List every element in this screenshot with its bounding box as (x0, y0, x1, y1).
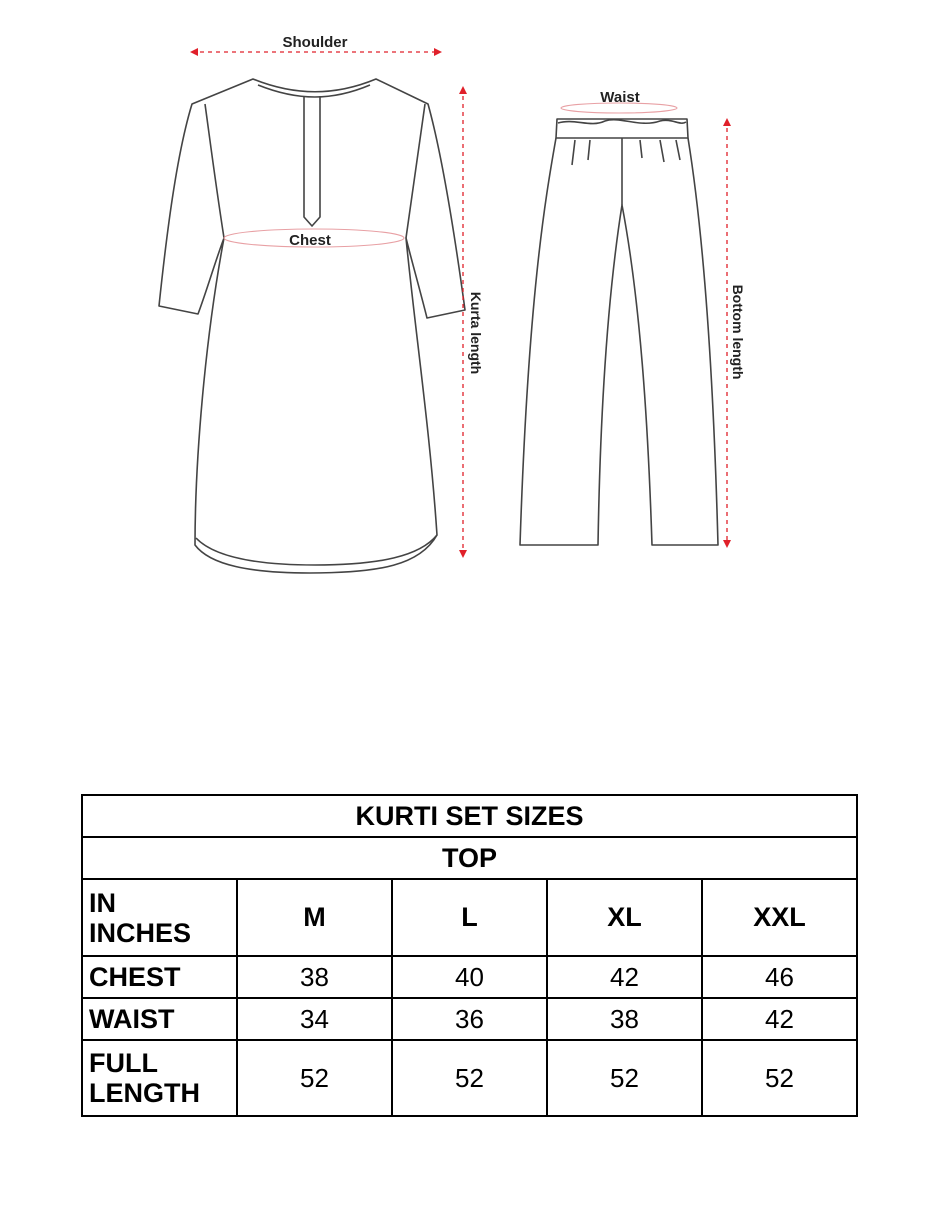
table-row (82, 956, 857, 998)
table-cell: 42 (547, 956, 702, 998)
size-header: L (392, 879, 547, 956)
table-cell: 52 (547, 1040, 702, 1116)
garment-diagram (0, 0, 936, 600)
size-chart-table (81, 794, 858, 1117)
size-header: XL (547, 879, 702, 956)
unit-corner-label (82, 879, 237, 956)
table-cell: 52 (702, 1040, 857, 1116)
table-cell: 38 (547, 998, 702, 1040)
chest-label: Chest (289, 232, 331, 249)
table-cell: 38 (237, 956, 392, 998)
table-title: KURTI SET SIZES (82, 795, 857, 837)
bottom-drawing (520, 119, 718, 545)
measurement-lines (192, 52, 727, 556)
table-row (82, 1040, 857, 1116)
table-cell: 34 (237, 998, 392, 1040)
measurement-ellipses (224, 103, 677, 247)
unit-label-text: IN INCHES (89, 887, 192, 948)
table-title-row (82, 795, 857, 837)
kurta-length-label: Kurta length (468, 291, 484, 375)
table-subtitle-row (82, 837, 857, 879)
waist-label: Waist (600, 89, 640, 106)
table-cell: 36 (392, 998, 547, 1040)
size-header-row (82, 879, 857, 956)
table-cell: 40 (392, 956, 547, 998)
table-row (82, 998, 857, 1040)
row-label (82, 1040, 237, 1116)
table-cell: 52 (237, 1040, 392, 1116)
shoulder-label: Shoulder (282, 34, 348, 51)
row-label: CHEST (82, 956, 237, 998)
table-cell: 42 (702, 998, 857, 1040)
bottom-length-label: Bottom length (730, 284, 746, 380)
size-header: XXL (702, 879, 857, 956)
row-label: WAIST (82, 998, 237, 1040)
kurta-drawing (159, 79, 465, 573)
row-label-text: FULL LENGTH (89, 1048, 200, 1108)
size-header: M (237, 879, 392, 956)
table-cell: 46 (702, 956, 857, 998)
table-cell: 52 (392, 1040, 547, 1116)
table-subtitle: TOP (82, 837, 857, 879)
